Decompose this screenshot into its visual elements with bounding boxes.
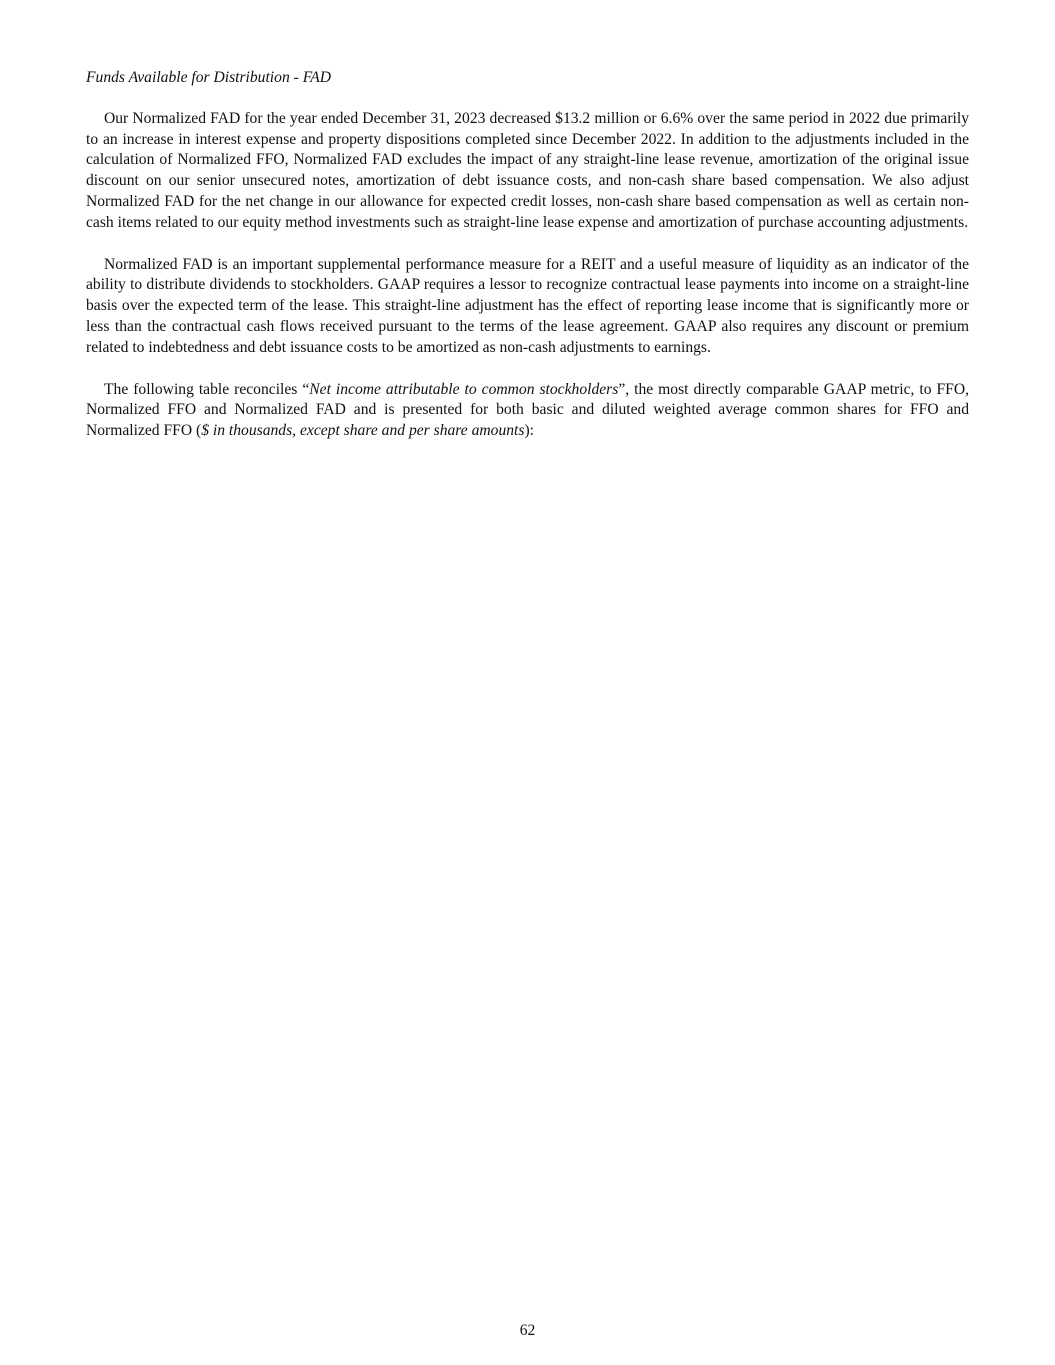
reconciliation-italic-units: $ in thousands, except share and per share amounts (201, 422, 525, 440)
reconciliation-italic-net-income: Net income attributable to common stockholders (309, 380, 619, 398)
reconciliation-text-3: ): (524, 422, 534, 440)
reconciliation-text-2: ”, the most directly comparable GAAP metric, to FFO, Normalized FFO and Normalized FAD and is presented for both basic and diluted weighted average common shares for FFO and Normalized FFO ( (86, 380, 969, 440)
page-number: 62 (519, 1322, 536, 1339)
reconciliation-text-1: The following table reconciles “ (104, 380, 310, 398)
paragraph-normalized-fad-importance: Normalized FAD is an important supplemental performance measure for a REIT and a useful measure of liquidity as an indicator of the ability to distribute dividends to stockholders. GAAP requires a lessor to recognize contractual lease payments into income on a straight-line basis over the expected term of the lease. This straight-line adjustment has the effect of reporting lease income that is significantly more or less than the contractual cash flows received pursuant to the terms of the lease agreement. GAAP also requires any discount or premium related to indebtedness and debt issuance costs to be amortized as non-cash adjustments to earnings. (86, 255, 969, 356)
section-heading: Funds Available for Distribution - FAD (86, 69, 332, 86)
paragraph-normalized-fad-change: Our Normalized FAD for the year ended December 31, 2023 decreased $13.2 million or 6.6% over the same period in 2022 due primarily to an increase in interest expense and property dispositions completed since December 2022. In addition to the adjustments included in the calculation of Normalized FFO, Normalized FAD excludes the impact of any straight-line lease revenue, amortization of the original issue discount on our senior unsecured notes, amortization of debt issuance costs, and non-cash share based compensation. We also adjust Normalized FAD for the net change in our allowance for expected credit losses, non-cash share based compensation as well as certain non-cash items related to our equity method investments such as straight-line lease expense and amortization of purchase accounting adjustments. (86, 109, 969, 231)
document-page (86, 68, 969, 463)
paragraph-reconciliation-intro (86, 380, 969, 442)
